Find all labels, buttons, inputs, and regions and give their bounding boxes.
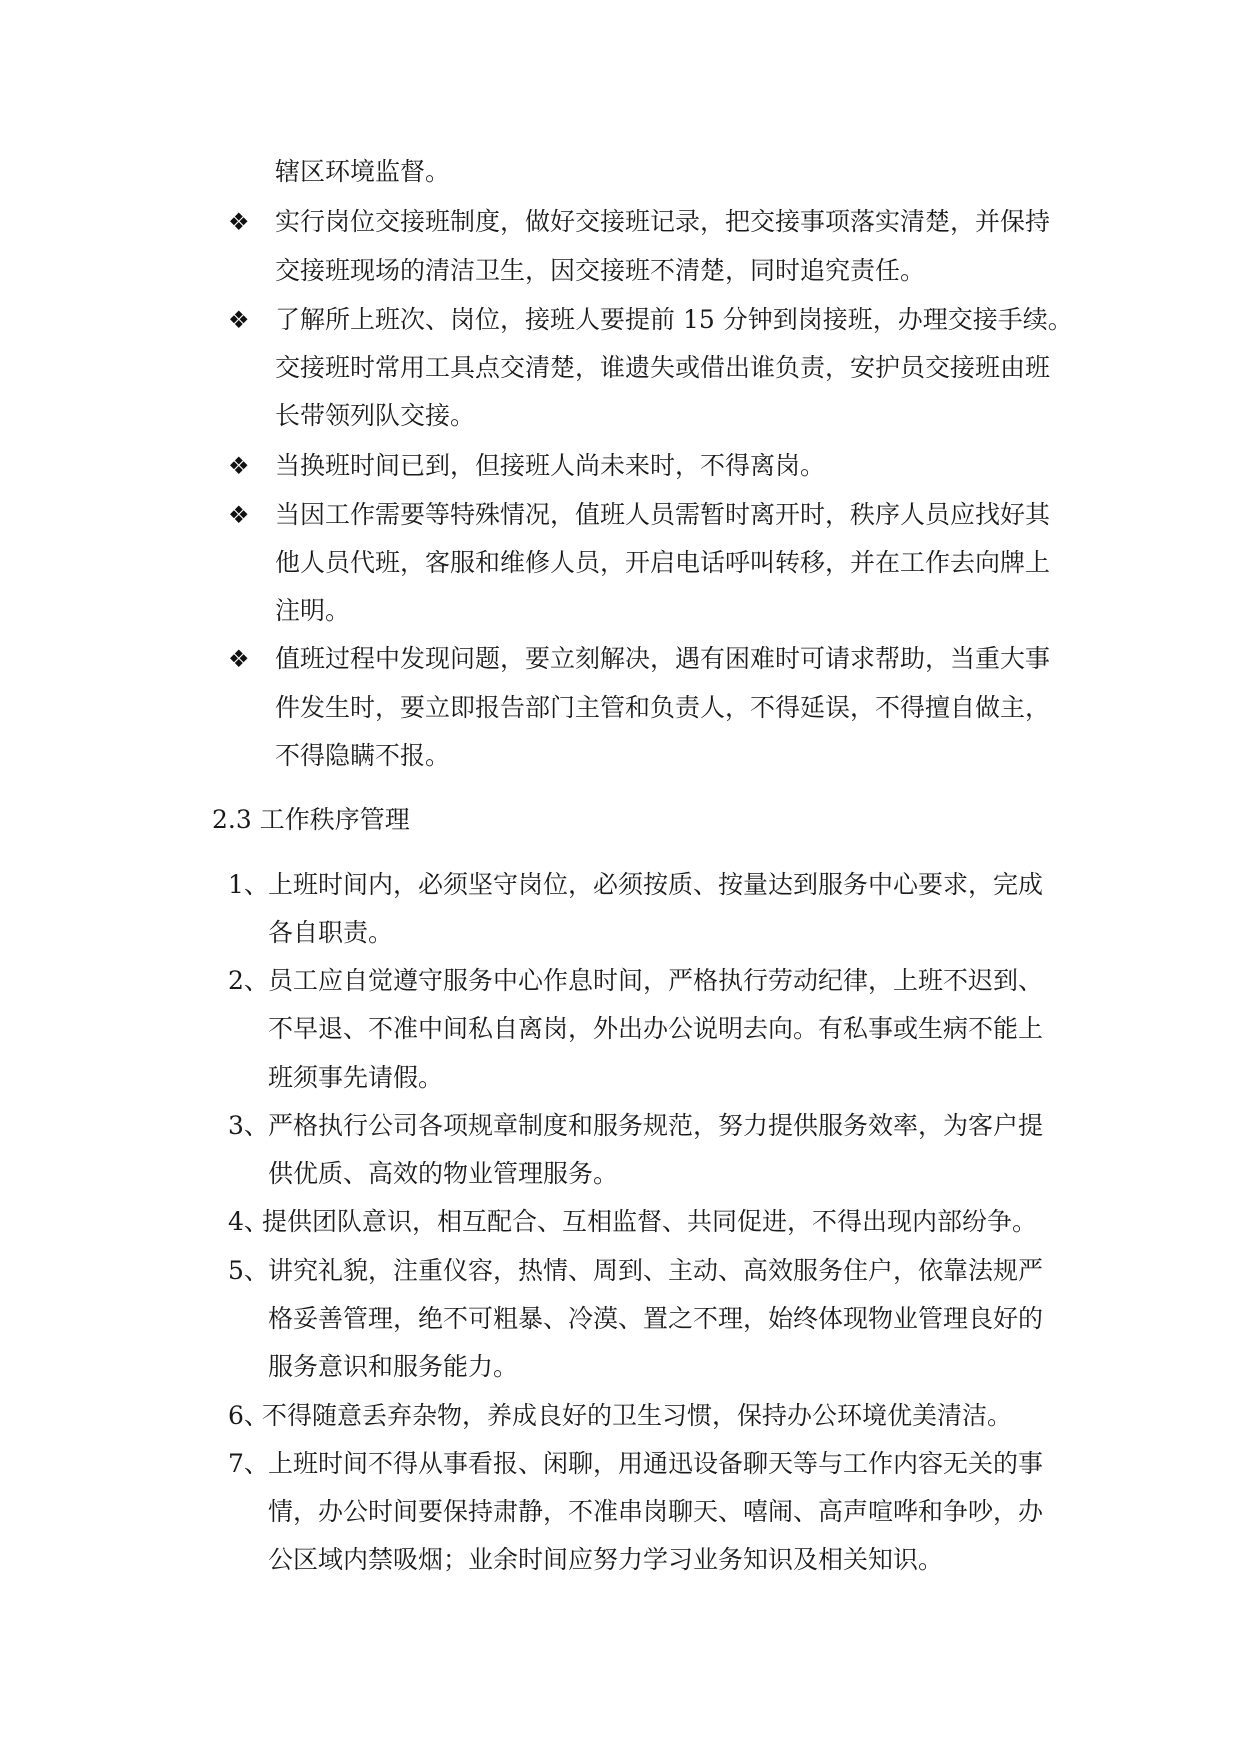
bullet-item-line: 不得隐瞒不报。 bbox=[275, 741, 451, 770]
numbered-item-line: 上班时间内，必须坚守岗位，必须按质、按量达到服务中心要求，完成 bbox=[268, 870, 1044, 899]
bullet-item-line: 了解所上班次、岗位，接班人要提前 15 分钟到岗接班，办理交接手续。 bbox=[275, 305, 1073, 334]
bullet-item-line: 他人员代班，客服和维修人员，开启电话呼叫转移，并在工作去向牌上 bbox=[275, 548, 1051, 577]
item-number: 6、 bbox=[228, 1401, 269, 1430]
numbered-item-line: 讲究礼貌，注重仪容，热情、周到、主动、高效服务住户，依靠法规严 bbox=[268, 1256, 1044, 1285]
bullet-item-line: 长带领列队交接。 bbox=[275, 401, 476, 430]
item-number: 2、 bbox=[228, 966, 269, 995]
numbered-item-line: 格妥善管理，绝不可粗暴、冷漠、置之不理，始终体现物业管理良好的 bbox=[268, 1304, 1044, 1333]
bullet-item-line: 注明。 bbox=[275, 596, 351, 625]
item-number: 5、 bbox=[228, 1256, 269, 1285]
item-number: 3、 bbox=[228, 1111, 269, 1140]
numbered-item-line: 提供团队意识，相互配合、互相监督、共同促进，不得出现内部纷争。 bbox=[262, 1207, 1038, 1236]
numbered-item-line: 不得随意丢弃杂物，养成良好的卫生习惯，保持办公环境优美清洁。 bbox=[262, 1401, 1013, 1430]
bullet-item-line: 值班过程中发现问题，要立刻解决，遇有困难时可请求帮助，当重大事 bbox=[275, 644, 1051, 673]
bullet-item-line: 当因工作需要等特殊情况，值班人员需暂时离开时，秩序人员应找好其 bbox=[275, 500, 1051, 529]
bullet-icon: ❖ bbox=[228, 208, 250, 236]
numbered-item-line: 供优质、高效的物业管理服务。 bbox=[268, 1159, 619, 1188]
numbered-item-line: 上班时间不得从事看报、闲聊，用通迅设备聊天等与工作内容无关的事 bbox=[268, 1449, 1044, 1478]
numbered-item-line: 各自职责。 bbox=[268, 918, 394, 947]
item-number: 1、 bbox=[228, 870, 269, 899]
numbered-item-line: 公区域内禁吸烟；业余时间应努力学习业务知识及相关知识。 bbox=[268, 1545, 944, 1574]
bullet-item-line: 交接班现场的清洁卫生，因交接班不清楚，同时追究责任。 bbox=[275, 256, 926, 285]
item-number: 4、 bbox=[228, 1207, 269, 1236]
continuation-line: 辖区环境监督。 bbox=[275, 157, 451, 186]
bullet-item-line: 交接班时常用工具点交清楚，谁遗失或借出谁负责，安护员交接班由班 bbox=[275, 353, 1051, 382]
numbered-item-line: 服务意识和服务能力。 bbox=[268, 1352, 519, 1381]
numbered-item-line: 员工应自觉遵守服务中心作息时间，严格执行劳动纪律，上班不迟到、 bbox=[268, 966, 1044, 995]
section-heading: 2.3 工作秩序管理 bbox=[212, 805, 410, 834]
bullet-icon: ❖ bbox=[228, 452, 250, 480]
bullet-item-line: 件发生时，要立即报告部门主管和负责人，不得延误，不得擅自做主， bbox=[275, 693, 1051, 722]
bullet-icon: ❖ bbox=[228, 645, 250, 673]
numbered-item-line: 班须事先请假。 bbox=[268, 1063, 444, 1092]
numbered-item-line: 不早退、不准中间私自离岗，外出办公说明去向。有私事或生病不能上 bbox=[268, 1014, 1044, 1043]
item-number: 7、 bbox=[228, 1449, 269, 1478]
bullet-item-line: 当换班时间已到，但接班人尚未来时，不得离岗。 bbox=[275, 451, 826, 480]
numbered-item-line: 情，办公时间要保持肃静，不准串岗聊天、嘻闹、高声喧哗和争吵，办 bbox=[268, 1497, 1044, 1526]
bullet-item-line: 实行岗位交接班制度，做好交接班记录，把交接事项落实清楚，并保持 bbox=[275, 207, 1051, 236]
bullet-icon: ❖ bbox=[228, 501, 250, 529]
bullet-icon: ❖ bbox=[228, 306, 250, 334]
numbered-item-line: 严格执行公司各项规章制度和服务规范，努力提供服务效率，为客户提 bbox=[268, 1111, 1044, 1140]
